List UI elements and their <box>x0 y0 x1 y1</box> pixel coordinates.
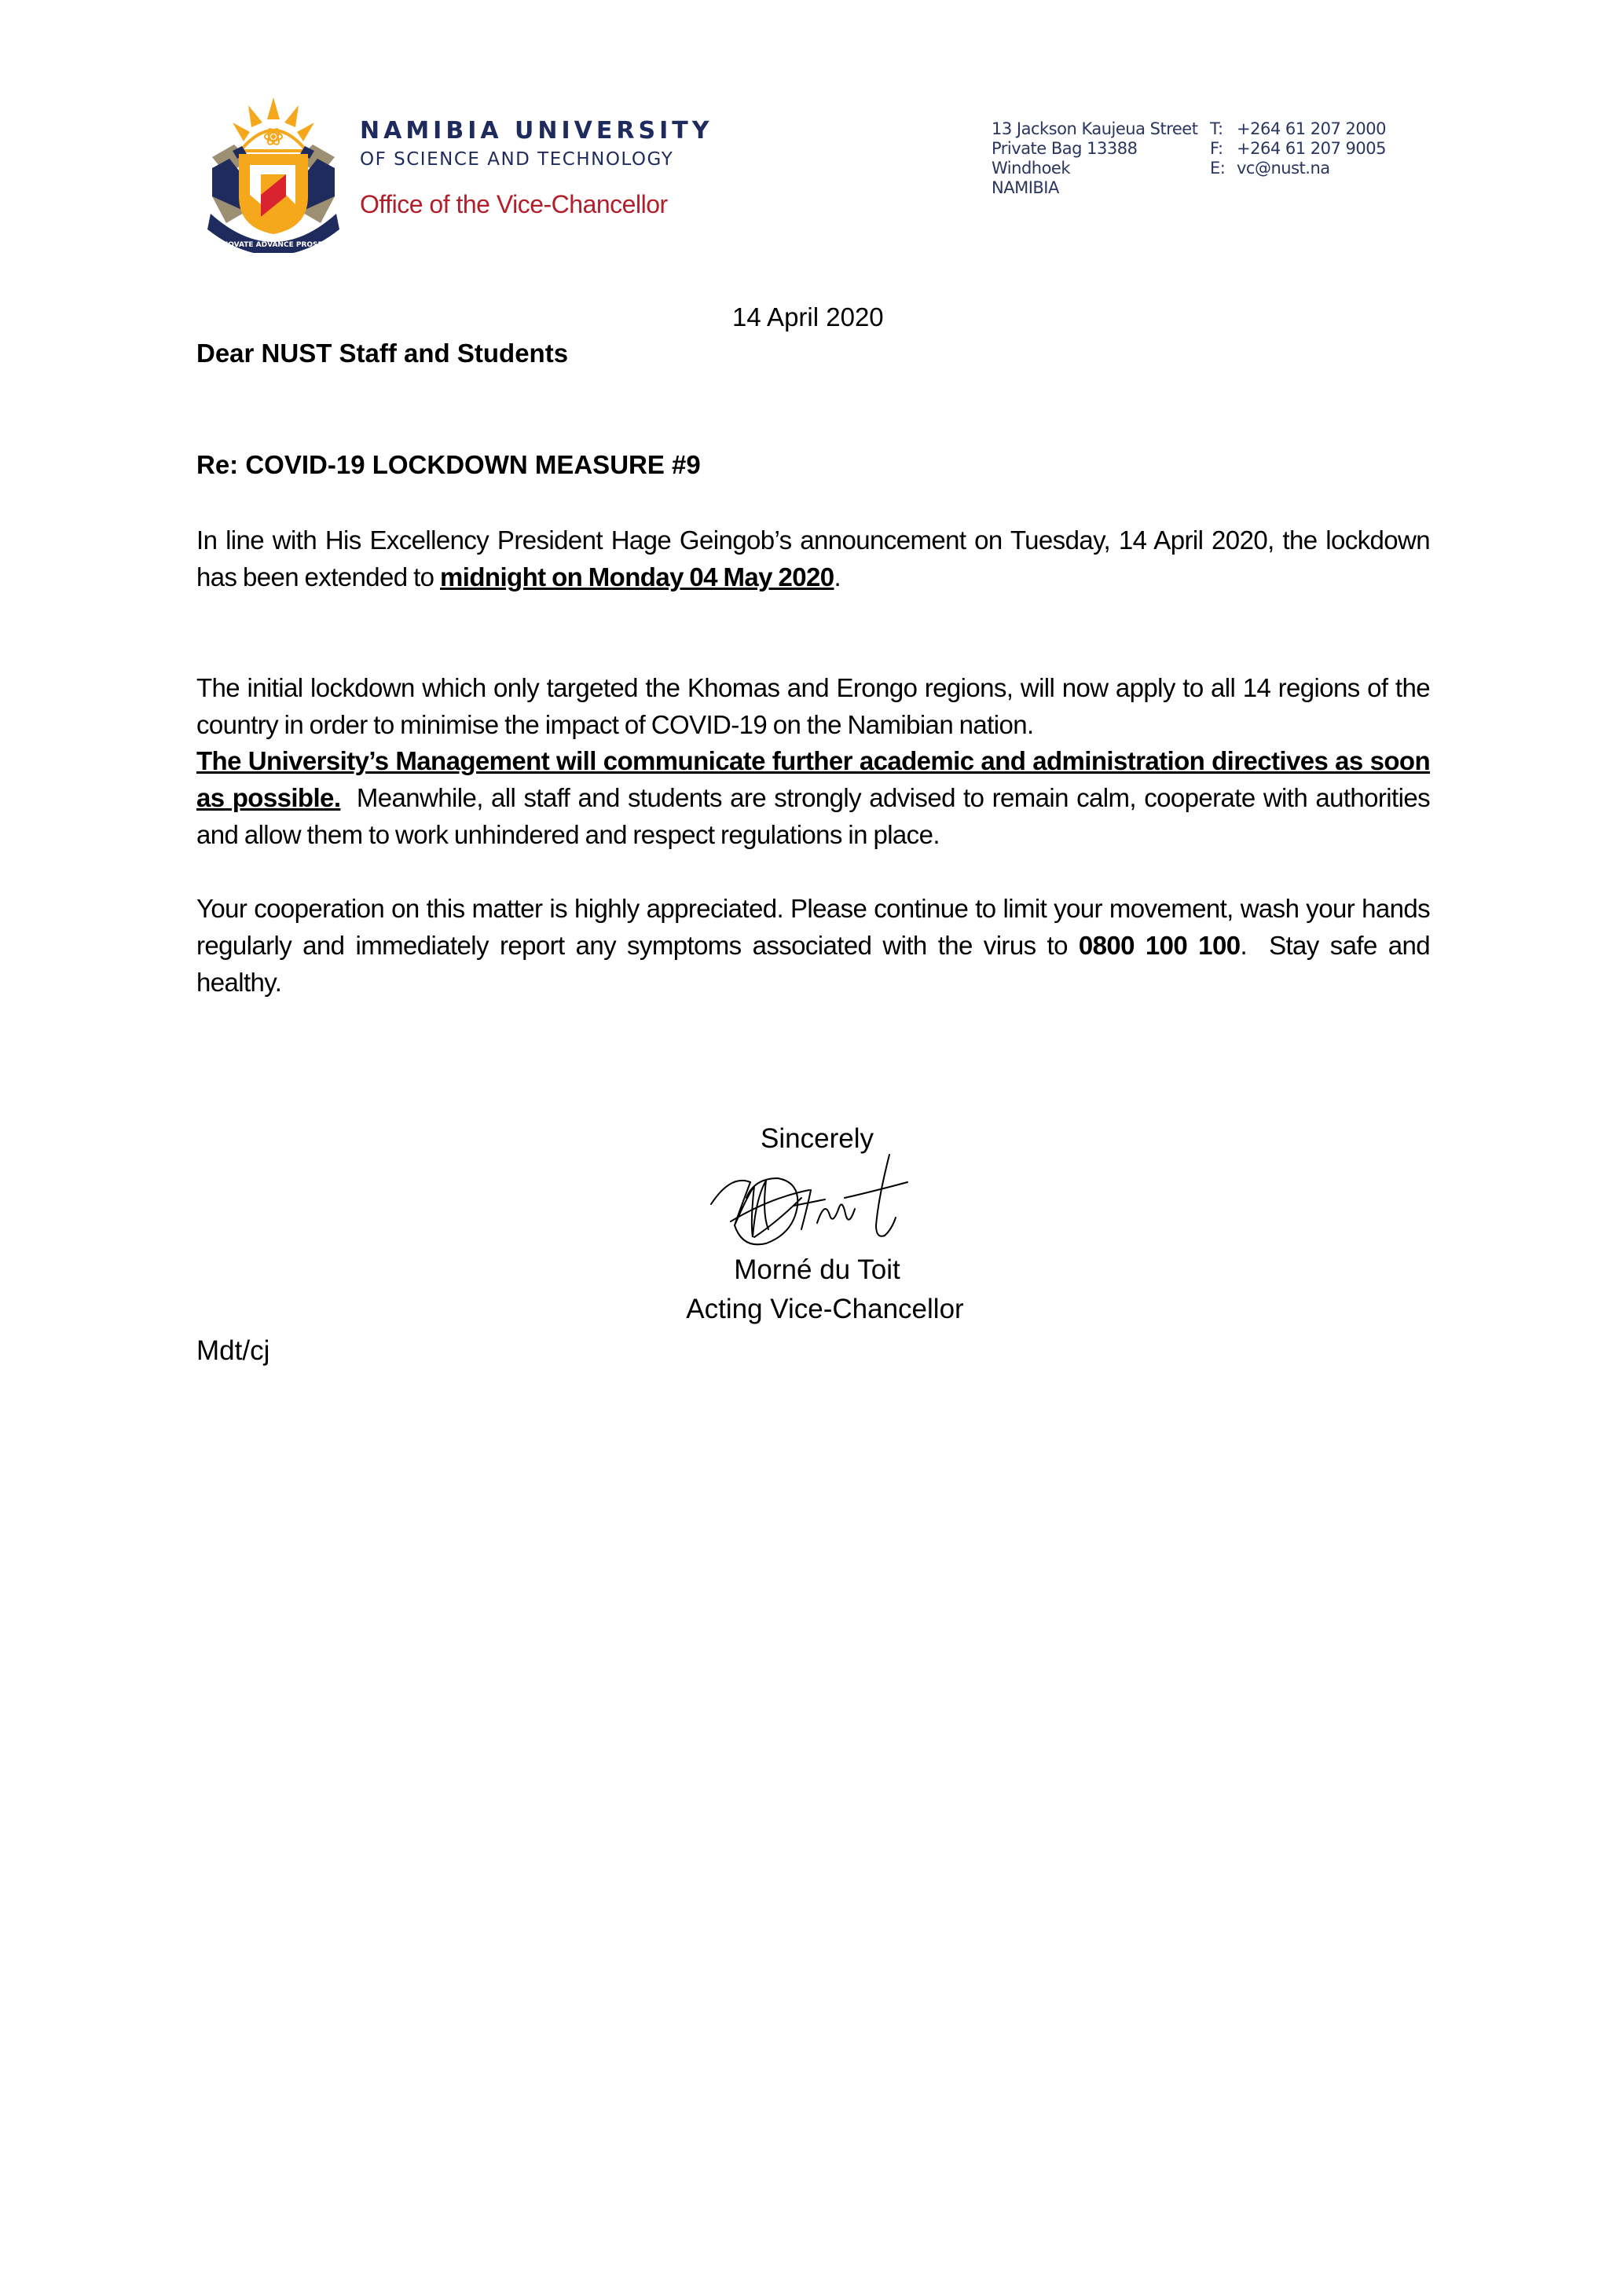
address-line: Private Bag 13388 <box>992 139 1138 158</box>
closing: Sincerely <box>761 1123 874 1154</box>
nust-crest-logo <box>195 96 352 253</box>
contact-phone <box>1210 119 1386 139</box>
signature-image <box>707 1151 919 1261</box>
fax-number: +264 61 207 9005 <box>1237 139 1386 158</box>
contact-details <box>1210 119 1386 178</box>
contact-fax <box>1210 139 1386 159</box>
office-name: Office of the Vice-Chancellor <box>360 190 668 218</box>
paragraph-text: . <box>834 562 841 591</box>
address-line: NAMIBIA <box>992 178 1059 197</box>
paragraph-text: . Stay safe and healthy. <box>196 931 1436 997</box>
management-notice: The University’s Management will communicate further academic and administration directives as soon as possible. <box>196 746 1430 812</box>
signer-name: Morné du Toit <box>734 1254 900 1285</box>
address-line: Windhoek <box>992 159 1071 178</box>
paragraph-text: Your cooperation on this matter is highly appreciated. Please continue to limit your movement, wash your hands regularly and immediately report any symptoms associated with the virus to <box>196 894 1430 960</box>
paragraph-text: In line with His Excellency President Hage Geingob’s announcement on Tuesday, 14 April 2020, the lockdown has been extended to <box>196 525 1430 591</box>
salutation: Dear NUST Staff and Students <box>196 339 569 368</box>
letter-date: 14 April 2020 <box>732 302 884 331</box>
university-name: NAMIBIA UNIVERSITY <box>360 117 713 145</box>
hotline-number: 0800 100 100 <box>1078 931 1241 960</box>
paragraph-cooperation <box>196 890 1436 1001</box>
university-subtitle: OF SCIENCE AND TECHNOLOGY <box>360 149 674 170</box>
contact-email <box>1210 159 1386 178</box>
email-link[interactable]: vc@nust.na <box>1237 159 1330 178</box>
contact-label: E: <box>1210 159 1226 178</box>
signer-title: Acting Vice-Chancellor <box>686 1294 964 1324</box>
paragraph-text: Meanwhile, all staff and students are strongly advised to remain calm, cooperate with authorities and allow them to work unhindered and respect regulations in place. <box>196 783 1436 849</box>
reference-initials: Mdt/cj <box>196 1335 270 1366</box>
paragraph-regions: The initial lockdown which only targeted the Khomas and Erongo regions, will now apply to all 14 regions of the country in order to minimise the impact of COVID-19 on the Namibian nation. <box>196 673 1430 739</box>
paragraph-lockdown-extension <box>196 522 1430 595</box>
phone-number: +264 61 207 2000 <box>1237 119 1386 138</box>
paragraph-management <box>196 742 1436 853</box>
contact-label: F: <box>1210 139 1223 158</box>
address-line: 13 Jackson Kaujeua Street <box>992 119 1198 138</box>
university-brand <box>360 116 713 219</box>
postal-address <box>992 119 1197 198</box>
contact-label: T: <box>1210 119 1223 138</box>
extension-deadline: midnight on Monday 04 May 2020 <box>440 562 834 591</box>
subject-line: Re: COVID-19 LOCKDOWN MEASURE #9 <box>196 450 701 479</box>
motto-text: INNOVATE ADVANCE PROSPER <box>213 241 334 249</box>
